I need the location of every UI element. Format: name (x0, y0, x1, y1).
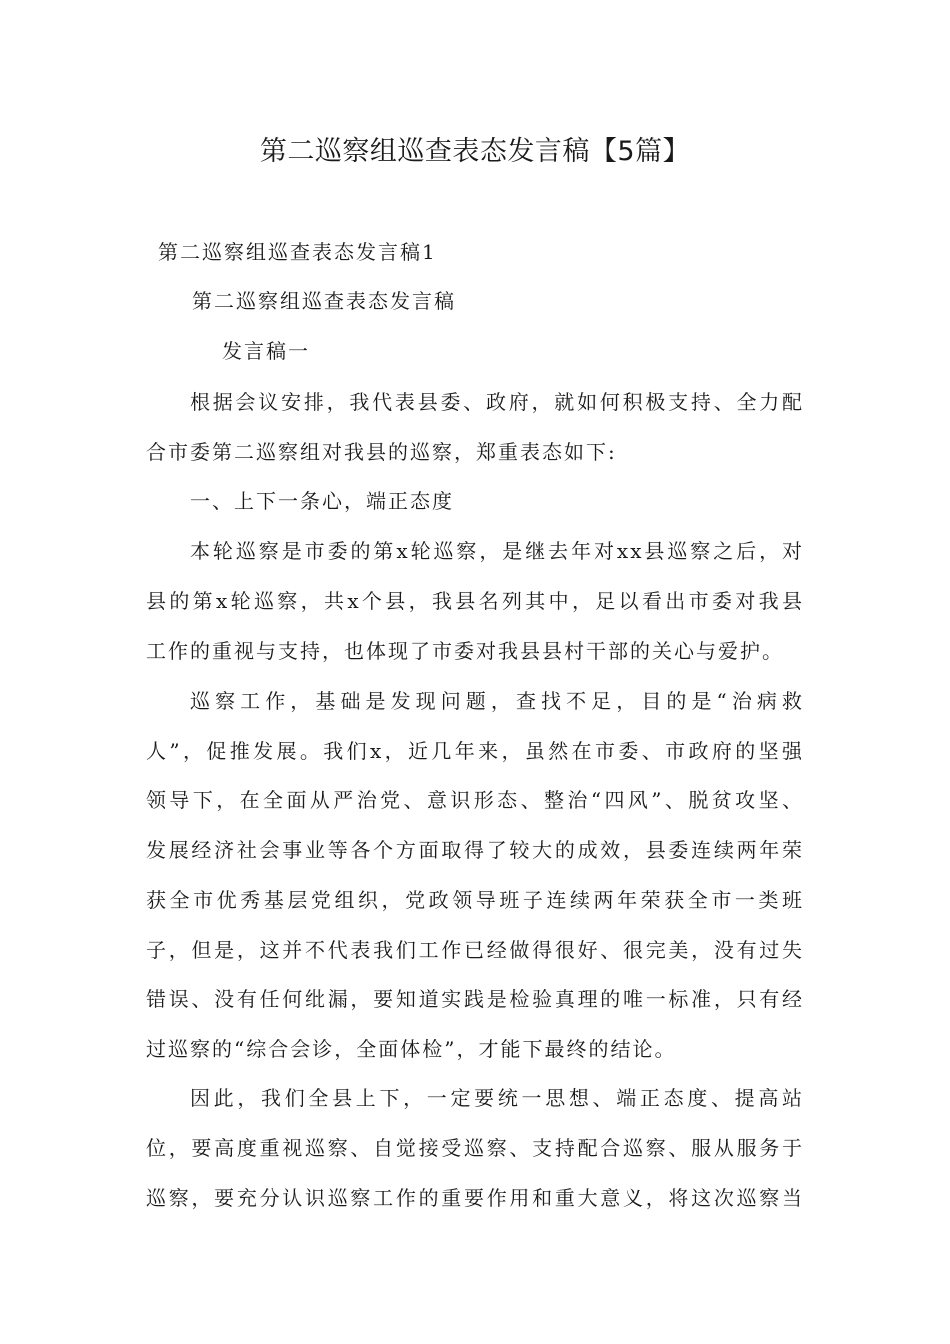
paragraph-line: 错误、没有任何纰漏，要知道实践是检验真理的唯一标准，只有经 (146, 987, 804, 1011)
speech-heading: 发言稿一 (222, 339, 310, 363)
paragraph-line: 位，要高度重视巡察、自觉接受巡察、支持配合巡察、服从服务于 (146, 1136, 804, 1160)
paragraph-line: 根据会议安排，我代表县委、政府，就如何积极支持、全力配 (190, 390, 804, 414)
paragraph-line: 县的第x轮巡察，共x个县，我县名列其中，足以看出市委对我县 (146, 589, 804, 613)
paragraph-line: 巡察工作，基础是发现问题，查找不足，目的是“治病救 (190, 689, 804, 713)
paragraph-line: 子，但是，这并不代表我们工作已经做得很好、很完美，没有过失 (146, 938, 804, 962)
document-title: 第二巡察组巡查表态发言稿【5篇】 (259, 136, 691, 167)
paragraph-line: 一、上下一条心，端正态度 (190, 489, 454, 513)
section-heading: 第二巡察组巡查表态发言稿1 (158, 240, 437, 264)
paragraph-line: 领导下，在全面从严治党、意识形态、整治“四风”、脱贫攻坚、 (146, 788, 804, 812)
sub-heading: 第二巡察组巡查表态发言稿 (192, 289, 456, 313)
paragraph-line: 工作的重视与支持，也体现了市委对我县县村干部的关心与爱护。 (146, 639, 784, 663)
paragraph-line: 人”，促推发展。我们x，近几年来，虽然在市委、市政府的坚强 (146, 739, 804, 763)
paragraph-line: 获全市优秀基层党组织，党政领导班子连续两年荣获全市一类班 (146, 888, 804, 912)
paragraph-line: 发展经济社会事业等各个方面取得了较大的成效，县委连续两年荣 (146, 838, 804, 862)
paragraph-line: 巡察，要充分认识巡察工作的重要作用和重大意义，将这次巡察当 (146, 1186, 804, 1210)
paragraph-line: 因此，我们全县上下，一定要统一思想、端正态度、提高站 (190, 1086, 804, 1110)
paragraph-line: 过巡察的“综合会诊，全面体检”，才能下最终的结论。 (146, 1037, 677, 1061)
paragraph-line: 本轮巡察是市委的第x轮巡察，是继去年对xx县巡察之后，对 (190, 539, 804, 563)
paragraph-line: 合市委第二巡察组对我县的巡察，郑重表态如下: (146, 440, 617, 464)
